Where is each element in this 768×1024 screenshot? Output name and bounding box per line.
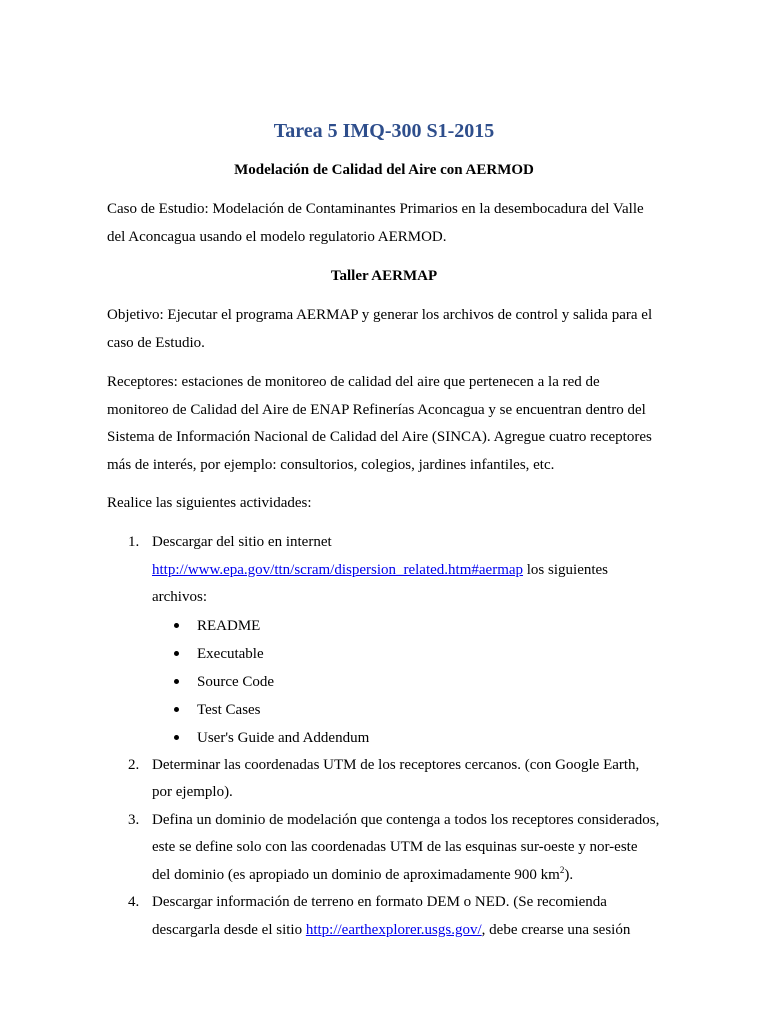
bullet-icon: [174, 623, 179, 628]
item2-line-2: por ejemplo).: [152, 784, 233, 800]
item-number: 1.: [128, 534, 140, 550]
case-study-paragraph: [107, 196, 667, 251]
document-title: Tarea 5 IMQ-300 S1-2015: [273, 120, 495, 142]
list-item: [152, 612, 687, 640]
bullet-icon: [174, 651, 179, 656]
item-number: 3.: [128, 811, 140, 828]
receptors-line-4: más de interés, por ejemplo: consultorios, colegios, jardines infantiles, etc.: [107, 456, 555, 473]
files-list: [152, 612, 687, 752]
item1-line-3: archivos:: [152, 589, 207, 605]
item3-line-3-end: ).: [564, 866, 574, 883]
item-number: 2.: [128, 756, 140, 773]
case-study-line-1: Caso de Estudio: Modelación de Contaminantes Primarios en la desembocadura del Valle: [107, 201, 644, 217]
list-item: [152, 668, 687, 696]
item4-line-2-text: descargarla desde el sitio: [152, 921, 306, 938]
bullet-icon: [174, 707, 179, 712]
objective-paragraph: [107, 302, 667, 357]
file-label: Executable: [197, 645, 264, 662]
item4-line-1: Descargar información de terreno en formato DEM o NED. (Se recomienda: [152, 894, 607, 910]
item4-line-2: [152, 917, 687, 945]
case-study-line-2: del Aconcagua usando el modelo regulatorio AERMOD.: [107, 228, 447, 245]
file-label: User's Guide and Addendum: [197, 729, 370, 746]
list-item: [107, 529, 687, 752]
bullet-icon: [174, 735, 179, 740]
objective-line-1: Objetivo: Ejecutar el programa AERMAP y generar los archivos de control y salida para el: [107, 307, 653, 323]
item3-line-1: Defina un dominio de modelación que contenga a todos los receptores considerados,: [152, 811, 660, 828]
list-item: [107, 889, 687, 944]
item3-line-2: este se define solo con las coordenadas UTM de las esquinas sur-oeste y nor-este: [152, 839, 638, 855]
item1-line-2: [152, 557, 687, 585]
section-heading: Taller AERMAP: [330, 268, 438, 284]
superscript: 2: [559, 864, 565, 875]
item-number: 4.: [128, 894, 140, 910]
file-label: Source Code: [197, 673, 275, 690]
list-item: [152, 724, 687, 752]
item2-line-1: Determinar las coordenadas UTM de los receptores cercanos. (con Google Earth,: [152, 756, 640, 773]
usgs-link[interactable]: http://earthexplorer.usgs.gov/: [305, 921, 482, 938]
objective-line-2: caso de Estudio.: [107, 334, 205, 351]
list-item: [152, 696, 687, 724]
item4-line-2-end: , debe crearse una sesión: [481, 921, 631, 938]
item1-after-link: los siguientes: [523, 561, 609, 578]
activities-intro: Realice las siguientes actividades:: [107, 495, 312, 511]
item3-line-3: [152, 862, 687, 890]
receptors-paragraph: [107, 369, 667, 479]
receptors-line-1: Receptores: estaciones de monitoreo de calidad del aire que pertenecen a la red de: [107, 374, 600, 390]
epa-link[interactable]: http://www.epa.gov/ttn/scram/dispersion_related.htm#aermap: [152, 561, 524, 578]
receptors-line-3: Sistema de Información Nacional de Calidad del Aire (SINCA). Agregue cuatro receptores: [107, 429, 652, 445]
receptors-line-2: monitoreo de Calidad del Aire de ENAP Refinerías Aconcagua y se encuentran dentro del: [107, 401, 646, 418]
item1-line-1: Descargar del sitio en internet: [152, 534, 332, 550]
list-item: [107, 752, 687, 807]
list-item: [152, 640, 687, 668]
list-item: [107, 807, 687, 890]
activities-list: [107, 529, 687, 944]
document-subtitle: Modelación de Calidad del Aire con AERMOD: [234, 162, 534, 178]
file-label: Test Cases: [197, 701, 261, 718]
item3-line-3-text: del dominio (es apropiado un dominio de aproximadamente 900 km: [152, 866, 560, 883]
bullet-icon: [174, 679, 179, 684]
file-label: README: [197, 617, 261, 634]
